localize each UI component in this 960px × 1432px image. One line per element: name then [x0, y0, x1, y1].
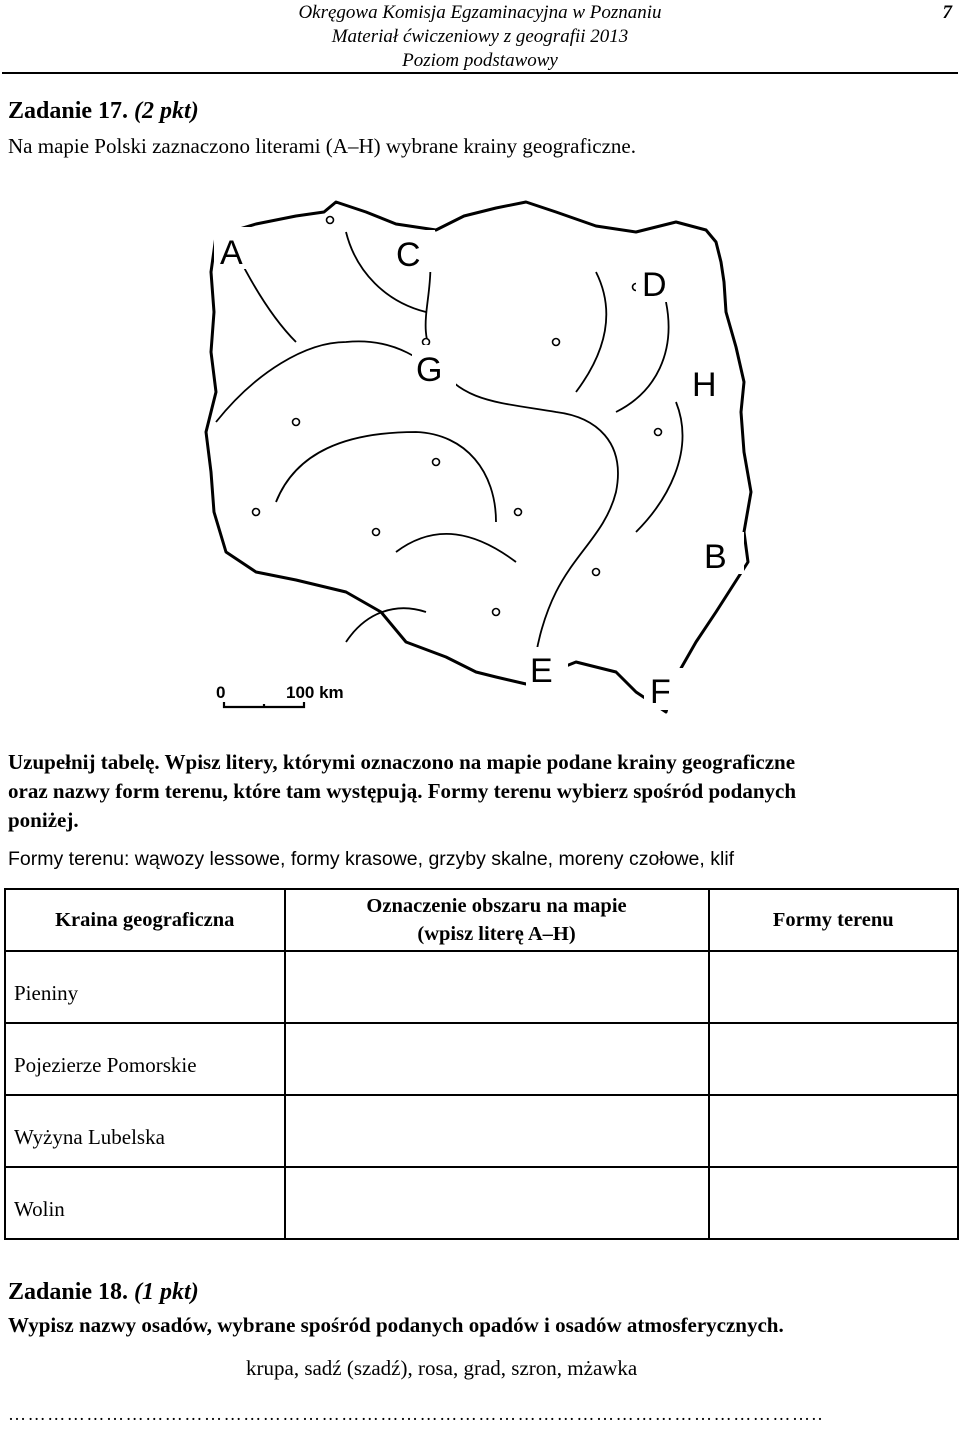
landform-answer-cell[interactable]	[709, 1167, 958, 1239]
region-f-label: F	[650, 673, 671, 711]
header-map-mark	[285, 889, 709, 951]
table-row	[5, 951, 958, 1023]
letter-answer-cell[interactable]	[285, 1167, 709, 1239]
task-17-instruction	[8, 748, 958, 835]
task-18-title-main: Zadanie 18.	[8, 1279, 135, 1305]
region-name: Pieniny	[14, 980, 79, 1005]
row-region-pieniny	[5, 951, 285, 1023]
page-number: 7	[942, 2, 952, 23]
task-18-points: (1 pkt)	[134, 1279, 199, 1305]
region-g-label: G	[416, 351, 443, 389]
scale-label: 100 km	[286, 683, 344, 702]
table-row	[5, 1023, 958, 1095]
table-row	[5, 1167, 958, 1239]
task-17-title	[8, 98, 199, 125]
rivers	[216, 230, 682, 672]
row-region-pojezierze	[5, 1023, 285, 1095]
table-header-row	[5, 889, 958, 951]
landform-answer-cell[interactable]	[709, 1023, 958, 1095]
letter-answer-cell[interactable]	[285, 1023, 709, 1095]
row-region-wolin	[5, 1167, 285, 1239]
page-header	[0, 0, 960, 74]
scale-zero: 0	[216, 683, 226, 702]
map-scale	[216, 683, 344, 707]
region-labels	[214, 227, 744, 711]
header-region: Kraina geograficzna	[5, 889, 285, 951]
task-17-title-main: Zadanie 17.	[8, 98, 135, 124]
region-d-label: D	[642, 266, 667, 304]
landform-answer-cell[interactable]	[709, 951, 958, 1023]
landforms-list: Formy terenu: wąwozy lessowe, formy krasowe, grzyby skalne, moreny czołowe, klif	[8, 848, 735, 870]
region-h-label: H	[692, 366, 717, 404]
header-map-mark-line2: (wpisz literę A–H)	[417, 923, 576, 945]
header-landforms: Formy terenu	[709, 889, 958, 951]
table-row	[5, 1095, 958, 1167]
region-e-label: E	[530, 652, 553, 690]
scale-bar	[224, 702, 304, 707]
region-name: Wyżyna Lubelska	[14, 1124, 165, 1149]
header-divider	[2, 72, 958, 74]
instruction-line-1: Uzupełnij tabelę. Wpisz litery, którymi oznaczono na mapie podane krainy geograficzne	[8, 750, 796, 774]
region-c-label: C	[396, 236, 421, 274]
landform-answer-cell[interactable]	[709, 1095, 958, 1167]
instruction-line-2: oraz nazwy form terenu, które tam występują. Formy terenu wybierz spośród podanych	[8, 779, 797, 803]
row-region-wyzyna	[5, 1095, 285, 1167]
task-17-points: (2 pkt)	[134, 98, 199, 124]
header-material: Materiał ćwiczeniowy z geografii 2013	[331, 26, 629, 47]
task-18-instruction: Wypisz nazwy osadów, wybrane spośród podanych opadów i osadów atmosferycznych.	[8, 1313, 784, 1337]
region-b-label: B	[704, 538, 727, 576]
header-map-mark-line1: Oznaczenie obszaru na mapie	[366, 895, 627, 917]
precipitation-options: krupa, sadź (szadź), rosa, grad, szron, mżawka	[246, 1356, 638, 1380]
header-institution: Okręgowa Komisja Egzaminacyjna w Poznaniu	[298, 2, 662, 23]
task-17-intro: Na mapie Polski zaznaczono literami (A–H) wybrane krainy geograficzne.	[8, 134, 636, 158]
instruction-line-3: poniżej.	[8, 808, 79, 832]
cities	[253, 217, 662, 616]
letter-answer-cell[interactable]	[285, 1095, 709, 1167]
answer-line[interactable]: ……………………………………………………………………………………………………………..	[8, 1404, 824, 1424]
header-level: Poziom podstawowy	[402, 50, 558, 71]
region-name: Pojezierze Pomorskie	[14, 1052, 197, 1077]
answer-table	[4, 888, 959, 1240]
letter-answer-cell[interactable]	[285, 951, 709, 1023]
task-18-title	[8, 1279, 199, 1306]
poland-map	[196, 172, 764, 728]
region-a-label: A	[220, 234, 243, 272]
region-name: Wolin	[14, 1196, 65, 1221]
